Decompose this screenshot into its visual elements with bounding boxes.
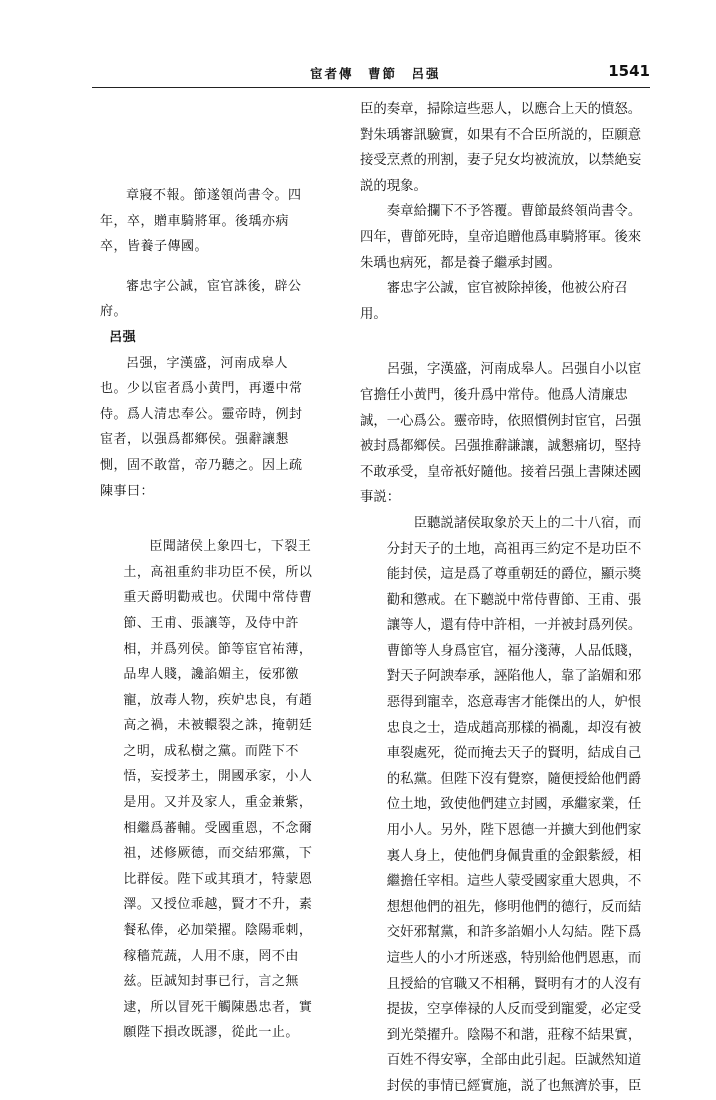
right-column-translation <box>360 97 652 1100</box>
right-quote-block <box>360 511 652 1100</box>
spacer <box>100 260 313 274</box>
right-paragraph-1: 臣的奏章，掃除這些惡人，以應合上天的憤怒。對朱瑀審訊驗實，如果有不合臣所説的，臣願意接受烹煮的刑割，妻子兒女均被流放，以禁絶妄説的現象。 <box>360 102 642 194</box>
left-paragraph-2: 審忠字公誠，宦官誅後，辟公府。 <box>100 278 302 320</box>
section-title: 呂强 <box>109 329 137 345</box>
left-quote-text: 臣聞諸侯上象四七，下裂王土，高祖重約非功臣不侯，所以重天爵明勸戒也。伏聞中常侍曹節、王甫、張讓等，及侍中許相，并爲列侯。節等宦官祐薄，品卑人賤，讒諂媚主，佞邪徼寵，放毒人物，疾妒忠良，有趙高之禍，未被轘裂之誅，掩朝廷之明，成私樹之黨。而陛下不悟，妄授茅土，開國承家，小人是用。又并及家人，重金兼紫，相繼爲蕃輔。受國重恩，不念爾祖，述修厥德，而交結邪黨，下比群佞。陛下或其瑣才，特蒙恩澤。又授位乖越，賢才不升，素餐私俸，必加榮擢。陰陽乖刺，稼穡荒蔬，人用不康，罔不由兹。臣誠知封事已行，言之無逮，所以冒死干觸陳愚忠者，實願陛下損改既謬，從此一止。 <box>123 539 313 1041</box>
spacer <box>100 504 313 534</box>
right-paragraph-4: 呂强，字漢盛，河南成皋人。呂强自小以宦官擔任小黄門，後升爲中常侍。他爲人清廉忠誠，一心爲公。靈帝時，依照慣例封宦官，呂强被封爲都鄉侯。呂强推辭謙讓，誠懇痛切，堅持不敢承受，皇帝祇好隨他。接着呂强上書陳述國事説： <box>360 362 642 506</box>
right-quote-text: 臣聽説諸侯取象於天上的二十八宿，而分封天子的土地，高祖再三約定不是功臣不能封侯，這是爲了尊重朝廷的爵位，顯示獎勸和懲戒。在下聽説中常侍曹節、王甫、張讓等人，還有侍中許相，一并被封爲列侯。曹節等人身爲宦官，福分淺薄，人品低賤，對天子阿諛奉承，誣陷他人，靠了諂媚和邪惡得到寵幸，恣意毒害才能傑出的人，妒恨忠良之士，造成趙高那樣的禍亂，却沒有被車裂處死，從而掩去天子的賢明，結成自己的私黨。但陛下沒有覺察，隨便授給他們爵位土地，致使他們建立封國，承繼家業，任用小人。另外，陛下恩德一并擴大到他們家裏人身上，使他們身佩貴重的金銀紫綬，相繼擔任宰相。這些人蒙受國家重大恩典，不想想他們的祖先，修明他們的德行，反而結交奸邪幫黨，和許多諂媚小人勾結。陛下爲這些人的小才所迷惑，特别給他們恩惠，而且授給的官職又不相稱，賢明有才的人沒有提拔，空享俸禄的人反而受到寵愛，必定受到光榮擢升。陰陽不和諧，莊稼不結果實，百姓不得安寧，全部由此引起。臣誠然知道封侯的事情已經實施，説了也無濟於事，臣 <box>386 515 642 1094</box>
left-quote-block <box>100 534 313 1046</box>
left-column-classical-text <box>100 183 313 1046</box>
left-paragraph-1: 章寢不報。節遂領尚書令。四年，卒，贈車騎將軍。後瑀亦病卒，皆養子傳國。 <box>100 188 302 255</box>
running-title: 宦者傳 曹節 呂强 <box>310 66 441 81</box>
page-header <box>90 62 650 84</box>
right-paragraph-3: 審忠字公誠，宦官被除掉後，他被公府召用。 <box>360 281 628 322</box>
right-paragraph-2: 奏章給攔下不予答覆。曹節最終領尚書令。四年，曹節死時，皇帝追贈他爲車騎將軍。後來朱瑀也病死，都是養子繼承封國。 <box>360 204 642 271</box>
page-number: 1541 <box>608 62 650 80</box>
spacer <box>360 327 652 357</box>
left-paragraph-3: 呂强，字漢盛，河南成皋人也。少以宦者爲小黄門，再遷中常侍。爲人清忠奉公。靈帝時，例封宦者，以强爲都鄉侯。强辭讓懇惻，固不敢當，帝乃聽之。因上疏陳事曰： <box>100 355 303 499</box>
header-rule <box>92 87 650 88</box>
